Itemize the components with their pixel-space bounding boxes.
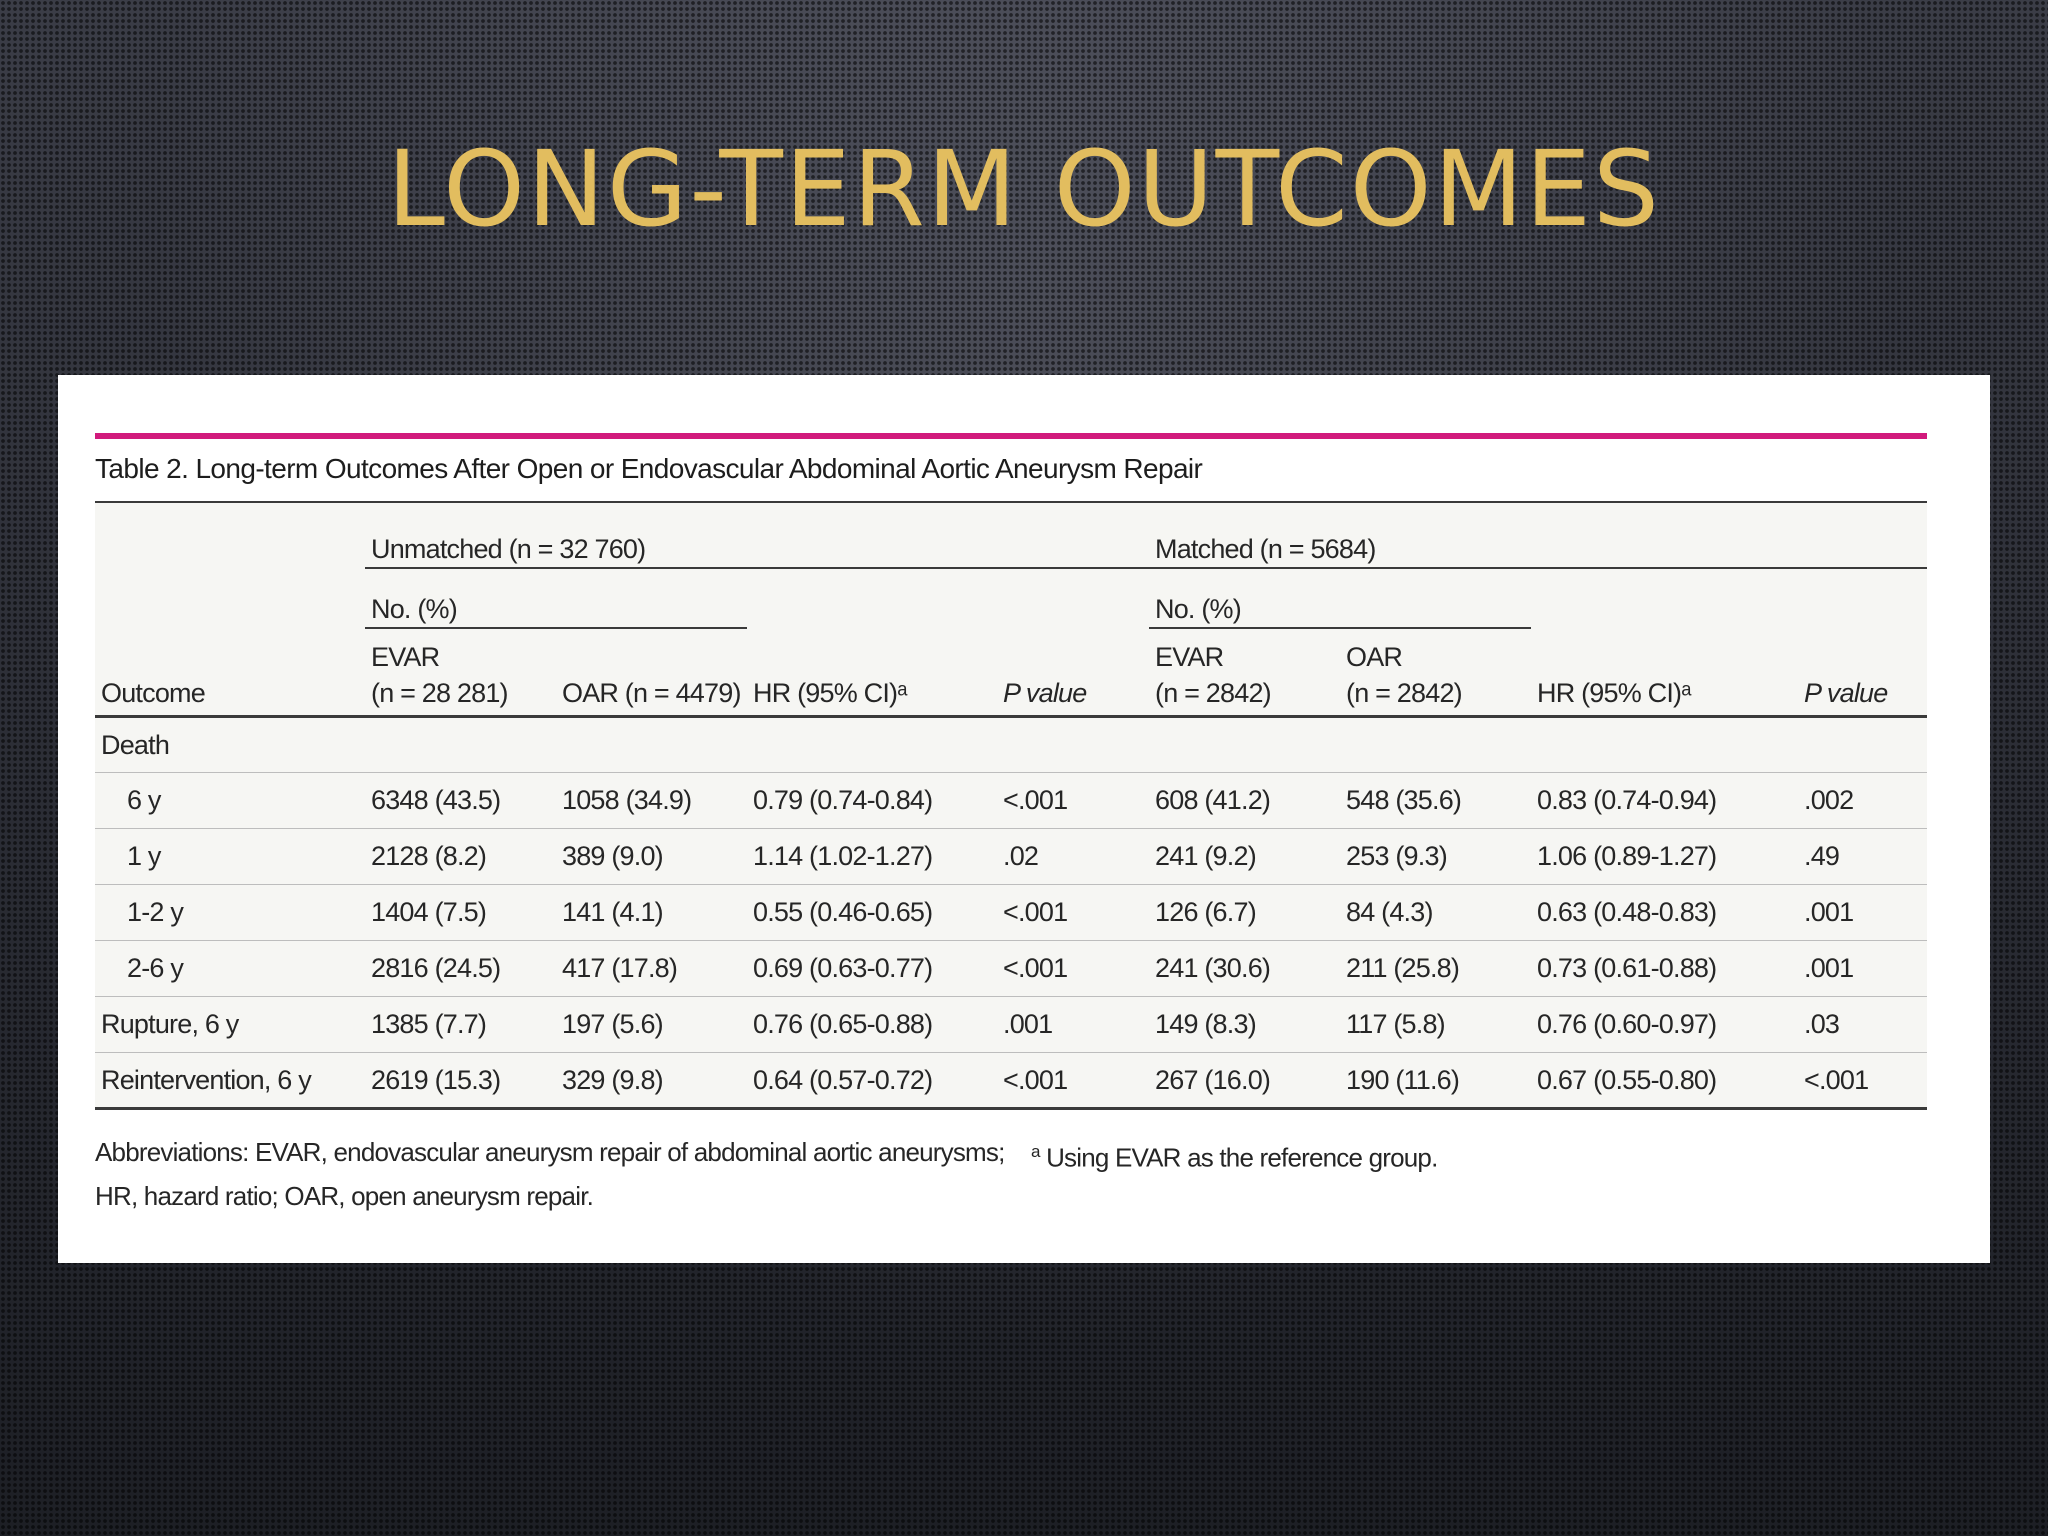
outcome-cell: 1-2 y bbox=[127, 897, 184, 927]
matched-p-cell: <.001 bbox=[1804, 1064, 1869, 1095]
slide-title: LONG-TERM OUTCOMES bbox=[386, 128, 1662, 250]
outcome-column-header: Outcome bbox=[101, 678, 205, 708]
unmatched-evar-cell: 1385 (7.7) bbox=[371, 1009, 487, 1039]
matched-evar-cell: 241 (9.2) bbox=[1155, 841, 1256, 871]
outcome-cell: Reintervention, 6 y bbox=[101, 1064, 311, 1095]
unmatched-hr-column-header: HR (95% CI)ᵃ bbox=[753, 678, 907, 708]
matched-oar-cell: 253 (9.3) bbox=[1346, 841, 1447, 871]
matched-evar-column-header bbox=[1149, 628, 1340, 717]
matched-oar-cell: 84 (4.3) bbox=[1346, 897, 1433, 927]
matched-oar-cell: 190 (11.6) bbox=[1346, 1064, 1460, 1095]
unmatched-evar-cell: 6348 (43.5) bbox=[371, 785, 501, 815]
table-row bbox=[95, 885, 1927, 941]
matched-p-cell: .03 bbox=[1804, 1009, 1840, 1039]
matched-oar-column-header bbox=[1340, 628, 1531, 717]
section-row-death bbox=[95, 717, 1927, 773]
matched-hr-cell: 0.67 (0.55-0.80) bbox=[1537, 1064, 1717, 1095]
unmatched-p-cell: .02 bbox=[1003, 841, 1039, 871]
unmatched-evar-column-header bbox=[365, 628, 556, 717]
table-row bbox=[95, 997, 1927, 1053]
unmatched-evar-cell: 2816 (24.5) bbox=[371, 953, 501, 983]
unmatched-hr-cell: 0.76 (0.65-0.88) bbox=[753, 1009, 933, 1039]
outcome-cell: Rupture, 6 y bbox=[101, 1009, 239, 1039]
matched-hr-cell: 0.76 (0.60-0.97) bbox=[1537, 1009, 1717, 1039]
matched-evar-cell: 608 (41.2) bbox=[1155, 785, 1271, 815]
matched-evar-cell: 241 (30.6) bbox=[1155, 953, 1271, 983]
matched-p-cell: .49 bbox=[1804, 841, 1840, 871]
header-line: (n = 2842) bbox=[1346, 678, 1462, 708]
table-row bbox=[95, 829, 1927, 885]
table-row bbox=[95, 1053, 1927, 1109]
header-line: (n = 28 281) bbox=[371, 678, 508, 708]
table-row bbox=[95, 773, 1927, 829]
table-body bbox=[95, 717, 1927, 1109]
matched-p-cell: .001 bbox=[1804, 953, 1854, 983]
table-footnotes bbox=[95, 1130, 1927, 1218]
header-empty-cell bbox=[747, 568, 1149, 628]
header-empty-cell bbox=[95, 568, 365, 628]
matched-no-pct-header: No. (%) bbox=[1149, 568, 1531, 628]
matched-oar-cell: 117 (5.8) bbox=[1346, 1009, 1445, 1039]
unmatched-oar-cell: 1058 (34.9) bbox=[562, 785, 692, 815]
unmatched-group-header: Unmatched (n = 32 760) bbox=[365, 502, 1149, 568]
outcome-cell: 1 y bbox=[127, 841, 161, 871]
unmatched-p-cell: <.001 bbox=[1003, 953, 1068, 983]
header-line: EVAR bbox=[371, 642, 440, 672]
unmatched-p-column-header: P value bbox=[1003, 678, 1087, 708]
matched-hr-cell: 1.06 (0.89-1.27) bbox=[1537, 841, 1717, 871]
matched-hr-cell: 0.63 (0.48-0.83) bbox=[1537, 897, 1717, 927]
header-empty-cell bbox=[1531, 568, 1927, 628]
table-caption: Table 2. Long-term Outcomes After Open or Endovascular Abdominal Aortic Aneurysm Repair bbox=[95, 453, 1203, 484]
header-line: EVAR bbox=[1155, 642, 1224, 672]
table-figure bbox=[95, 433, 1927, 1218]
unmatched-oar-cell: 141 (4.1) bbox=[562, 897, 663, 927]
unmatched-hr-cell: 0.69 (0.63-0.77) bbox=[753, 953, 933, 983]
matched-evar-cell: 267 (16.0) bbox=[1155, 1064, 1271, 1095]
unmatched-hr-cell: 0.64 (0.57-0.72) bbox=[753, 1064, 933, 1095]
header-row-columns bbox=[95, 628, 1927, 717]
header-row-groups bbox=[95, 502, 1927, 568]
table-row bbox=[95, 941, 1927, 997]
footnote-text: Using EVAR as the reference group. bbox=[1039, 1142, 1438, 1173]
unmatched-p-cell: .001 bbox=[1003, 1009, 1053, 1039]
unmatched-oar-cell: 197 (5.6) bbox=[562, 1009, 663, 1039]
outcomes-table bbox=[95, 501, 1927, 1110]
unmatched-p-cell: <.001 bbox=[1003, 785, 1068, 815]
section-label: Death bbox=[101, 729, 170, 760]
outcome-cell: 2-6 y bbox=[127, 953, 184, 983]
caption-accent-rule bbox=[95, 433, 1927, 439]
table-image-panel bbox=[58, 375, 1990, 1263]
table-header bbox=[95, 502, 1927, 717]
matched-group-header: Matched (n = 5684) bbox=[1149, 502, 1927, 568]
matched-p-cell: .001 bbox=[1804, 897, 1854, 927]
unmatched-oar-cell: 417 (17.8) bbox=[562, 953, 678, 983]
unmatched-hr-cell: 0.79 (0.74-0.84) bbox=[753, 785, 933, 815]
header-line: OAR bbox=[1346, 642, 1403, 672]
matched-hr-cell: 0.73 (0.61-0.88) bbox=[1537, 953, 1717, 983]
header-empty-cell bbox=[95, 502, 365, 568]
matched-evar-cell: 126 (6.7) bbox=[1155, 897, 1256, 927]
reference-group-footnote bbox=[1031, 1130, 1438, 1180]
unmatched-p-cell: <.001 bbox=[1003, 897, 1068, 927]
unmatched-p-cell: <.001 bbox=[1003, 1064, 1068, 1095]
matched-hr-column-header: HR (95% CI)ᵃ bbox=[1537, 678, 1691, 708]
matched-hr-cell: 0.83 (0.74-0.94) bbox=[1537, 785, 1717, 815]
matched-oar-cell: 211 (25.8) bbox=[1346, 953, 1460, 983]
unmatched-evar-cell: 2128 (8.2) bbox=[371, 841, 487, 871]
unmatched-evar-cell: 2619 (15.3) bbox=[371, 1064, 501, 1095]
unmatched-oar-cell: 329 (9.8) bbox=[562, 1064, 663, 1095]
header-row-subgroups bbox=[95, 568, 1927, 628]
unmatched-hr-cell: 1.14 (1.02-1.27) bbox=[753, 841, 933, 871]
outcome-cell: 6 y bbox=[127, 785, 161, 815]
matched-evar-cell: 149 (8.3) bbox=[1155, 1009, 1256, 1039]
matched-oar-cell: 548 (35.6) bbox=[1346, 785, 1462, 815]
unmatched-no-pct-header: No. (%) bbox=[365, 568, 747, 628]
unmatched-oar-cell: 389 (9.0) bbox=[562, 841, 663, 871]
matched-p-column-header: P value bbox=[1804, 678, 1888, 708]
unmatched-oar-column-header: OAR (n = 4479) bbox=[562, 678, 741, 708]
header-line: (n = 2842) bbox=[1155, 678, 1271, 708]
footnote-marker: a bbox=[1031, 1142, 1040, 1161]
unmatched-hr-cell: 0.55 (0.46-0.65) bbox=[753, 897, 933, 927]
unmatched-evar-cell: 1404 (7.5) bbox=[371, 897, 487, 927]
abbreviations-footnote: Abbreviations: EVAR, endovascular aneurysm repair of abdominal aortic aneurysms; HR, hazard ratio; OAR, open aneurysm repair. bbox=[95, 1137, 1005, 1211]
matched-p-cell: .002 bbox=[1804, 785, 1854, 815]
